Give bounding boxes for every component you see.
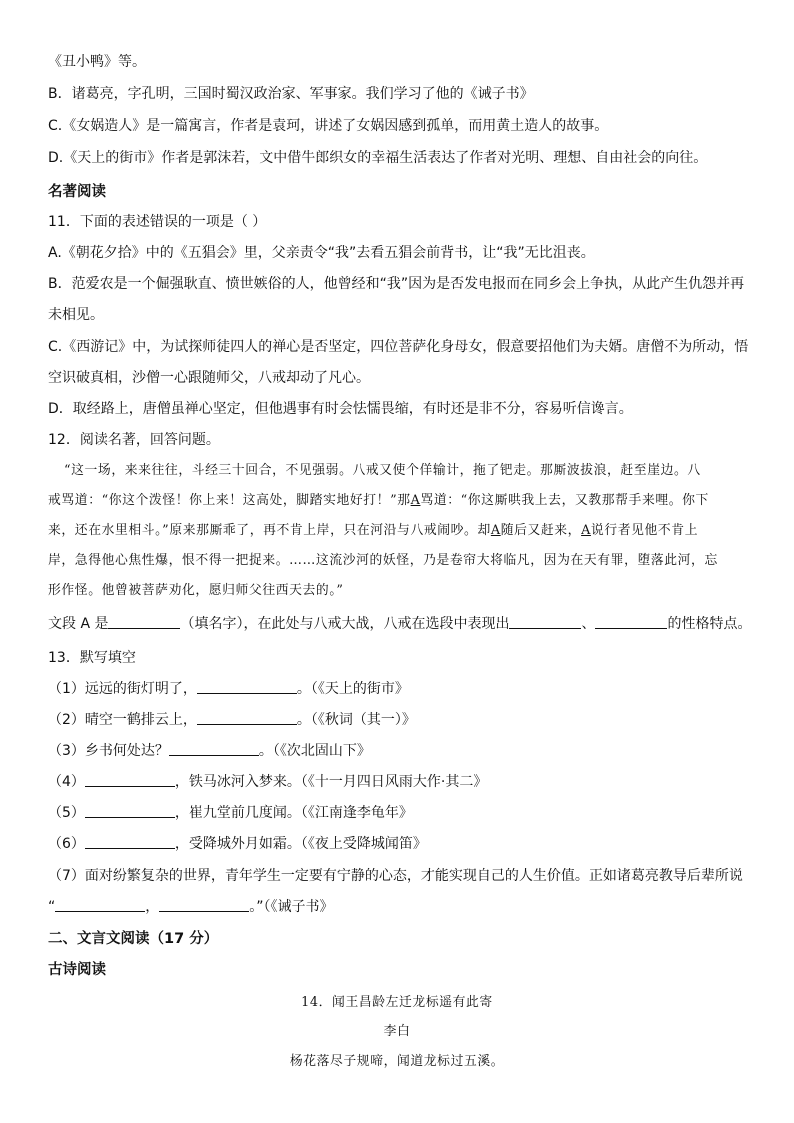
answer-blank[interactable] [85, 772, 175, 787]
poem-author: 李白 [383, 1024, 411, 1039]
q12-passage-line4: 岸，急得他心焦性爆，恨不得一把捉来。……这流沙河的妖怪，乃是卷帘大将临凡，因为在天有罪，堕落此河，忘 [48, 553, 718, 568]
passage-mark-a: A [581, 523, 591, 538]
answer-blank[interactable] [159, 897, 249, 912]
answer-blank[interactable] [197, 710, 297, 725]
q13-item-2: （2）晴空一鹤排云上， 。（《秋词（其一）》 [48, 712, 416, 728]
q13-item-3: （3）乡书何处达？ 。（《次北固山下》 [48, 743, 371, 759]
q12-passage-line1: “这一场，来来往往，斗经三十回合，不见强弱。八戒又使个佯输计，拖了钯走。那厮波拔浪，赶至崖边。八 [64, 463, 701, 478]
q11-option-a: A.《朝花夕拾》中的《五猖会》里，父亲责令“我”去看五猖会前背书，让“我”无比沮丧。 [48, 245, 595, 261]
answer-blank[interactable] [55, 897, 145, 912]
answer-blank[interactable] [595, 614, 667, 629]
q11-option-c-line1: C.《西游记》中，为试探师徒四人的禅心是否坚定，四位菩萨化身母女，假意要招他们为夫婿。唐僧不为所动，悟 [48, 339, 749, 355]
answer-blank[interactable] [197, 679, 297, 694]
q13-item-7-answer: “ ， 。”（《诫子书》 [48, 899, 334, 915]
poem-title: 14．闻王昌龄左迁龙标遥有此寄 [301, 995, 493, 1010]
q11-stem: 11．下面的表述错误的一项是（ ） [48, 214, 267, 230]
q13-item-5: （5） ，崔九堂前几度闻。（《江南逢李龟年》 [48, 805, 413, 821]
answer-blank[interactable] [85, 834, 175, 849]
q12-stem: 12．阅读名著，回答问题。 [48, 432, 220, 448]
answer-blank[interactable] [108, 614, 180, 629]
q11-option-d: D．取经路上，唐僧虽禅心坚定，但他遇事有时会怯懦畏缩，有时还是非不分，容易听信谗言。 [48, 401, 633, 417]
q11-option-b-line2: 未相见。 [48, 307, 104, 323]
q13-item-1: （1）远远的街灯明了， 。（《天上的街市》 [48, 681, 409, 697]
q12-passage-line2: 戒骂道：“你这个泼怪！你上来！这高处，脚踏实地好打！”那A骂道：“你这厮哄我上去，又教那帮手来哩。你下 [48, 493, 709, 508]
answer-blank[interactable] [509, 614, 581, 629]
q10-option-d: D.《天上的街市》作者是郭沫若，文中借牛郎织女的幸福生活表达了作者对光明、理想、自由社会的向往。 [48, 150, 708, 166]
q13-item-4: （4） ，铁马冰河入梦来。（《十一月四日风雨大作·其二》 [48, 774, 488, 790]
q10-option-c: C.《女娲造人》是一篇寓言，作者是袁珂，讲述了女娲因感到孤单，而用黄土造人的故事。 [48, 118, 609, 134]
poem-line-1: 杨花落尽子规啼，闻道龙标过五溪。 [289, 1054, 505, 1069]
answer-blank[interactable] [169, 741, 259, 756]
q13-item-6: （6） ，受降城外月如霜。（《夜上受降城闻笛》 [48, 836, 427, 852]
answer-blank[interactable] [85, 803, 175, 818]
section-heading-mingzhu: 名著阅读 [48, 184, 106, 200]
q12-passage-line5: 形作怪。他曾被菩萨劝化，愿归师父往西天去的。” [48, 583, 344, 598]
section-heading-gushi: 古诗阅读 [48, 962, 106, 978]
q13-stem: 13．默写填空 [48, 650, 136, 666]
section-heading-wenyan: 二、文言文阅读（17 分） [48, 931, 219, 947]
q12-passage-line3: 来，还在水里相斗。”原来那厮乖了，再不肯上岸，只在河沿与八戒闹吵。却A随后又赶来，A说行者见他不肯上 [48, 523, 699, 538]
q10-continuation: 《丑小鸭》等。 [48, 54, 146, 70]
passage-mark-a: A [490, 523, 501, 538]
q11-option-c-line2: 空识破真相，沙僧一心跟随师父，八戒却动了凡心。 [48, 370, 370, 386]
q10-option-b: B．诸葛亮，字孔明，三国时蜀汉政治家、军事家。我们学习了他的《诫子书》 [48, 86, 534, 102]
q11-option-b-line1: B．范爱农是一个倔强耿直、愤世嫉俗的人，他曾经和“我”因为是否发电报而在同乡会上争执，从此产生仇怨并再 [48, 276, 745, 292]
q12-question: 文段 A 是 （填名字），在此处与八戒大战，八戒在选段中表现出 、 的性格特点。 [48, 616, 752, 632]
passage-mark-a: A [410, 493, 421, 508]
q13-item-7: （7）面对纷繁复杂的世界，青年学生一定要有宁静的心态，才能实现自己的人生价值。正如诸葛亮教导后辈所说 [48, 868, 743, 884]
